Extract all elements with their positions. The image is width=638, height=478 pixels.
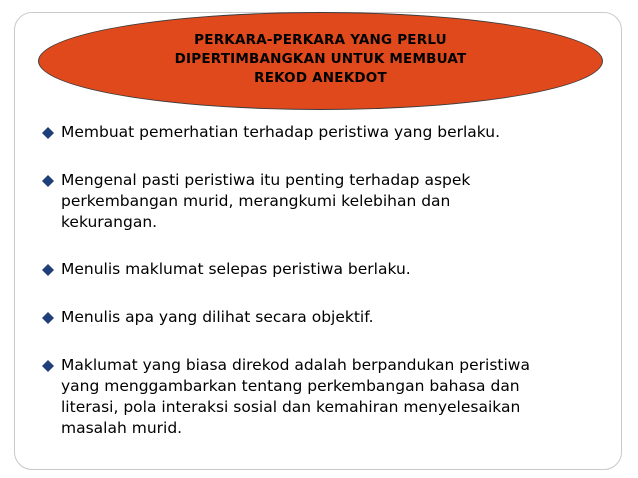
title-line-2: DIPERTIMBANGKAN UNTUK MEMBUAT bbox=[174, 50, 467, 67]
title-line-3: REKOD ANEKDOT bbox=[254, 69, 387, 86]
bullet-text-line: Maklumat yang biasa direkod adalah berpandukan peristiwa bbox=[61, 356, 530, 374]
title-line-1: PERKARA-PERKARA YANG PERLU bbox=[194, 31, 447, 48]
diamond-bullet-icon bbox=[42, 312, 54, 324]
slide-title bbox=[175, 31, 467, 88]
bullet-item bbox=[40, 307, 620, 328]
bullet-text-line: kekurangan. bbox=[61, 213, 158, 231]
bullet-list bbox=[40, 122, 620, 439]
bullet-text-line: Menulis maklumat selepas peristiwa berlaku. bbox=[61, 260, 411, 278]
bullet-text-line: Membuat pemerhatian terhadap peristiwa yang berlaku. bbox=[61, 123, 501, 141]
bullet-item bbox=[40, 355, 620, 439]
diamond-bullet-icon bbox=[42, 175, 54, 187]
bullet-item bbox=[40, 259, 620, 280]
title-oval bbox=[38, 12, 603, 110]
diamond-bullet-icon bbox=[42, 360, 54, 372]
bullet-text-line: yang menggambarkan tentang perkembangan bahasa dan bbox=[61, 377, 520, 395]
bullet-text-line: Menulis apa yang dilihat secara objektif. bbox=[61, 308, 374, 326]
bullet-text-line: Mengenal pasti peristiwa itu penting terhadap aspek bbox=[61, 171, 471, 189]
bullet-text-line: masalah murid. bbox=[61, 419, 183, 437]
bullet-item bbox=[40, 122, 620, 143]
bullet-text-line: perkembangan murid, merangkumi kelebihan dan bbox=[61, 192, 451, 210]
diamond-bullet-icon bbox=[42, 127, 54, 139]
bullet-text-line: literasi, pola interaksi sosial dan kemahiran menyelesaikan bbox=[61, 398, 521, 416]
diamond-bullet-icon bbox=[42, 264, 54, 276]
bullet-item bbox=[40, 170, 620, 233]
